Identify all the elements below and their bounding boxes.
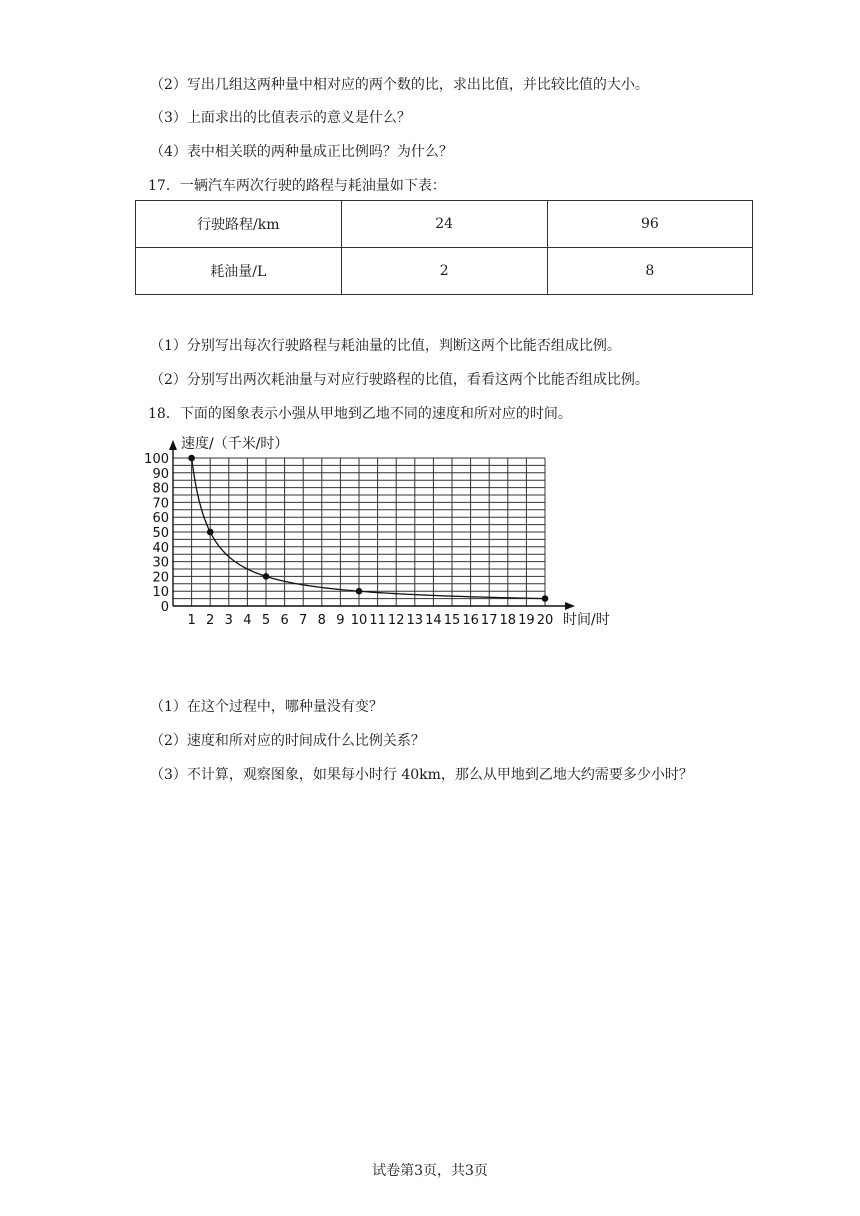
data-point <box>542 595 549 602</box>
x-tick-label: 19 <box>518 613 535 628</box>
x-tick-label: 15 <box>443 613 461 628</box>
x-tick-label: 5 <box>261 613 271 628</box>
table-cell: 96 <box>547 201 752 248</box>
x-tick-label: 1 <box>187 613 196 628</box>
y-tick-label: 0 <box>160 600 169 615</box>
x-tick-label: 17 <box>480 613 498 628</box>
q16-part2: （2）写出几组这两种量中相对应的两个数的比，求出比值，并比较比值的大小。 <box>150 77 649 93</box>
q16-part3: （3）上面求出的比值表示的意义是什么？ <box>150 110 411 126</box>
y-tick-label: 20 <box>152 570 169 586</box>
q17-part1: （1）分别写出每次行驶路程与耗油量的比值，判断这两个比能否组成比例。 <box>150 338 621 354</box>
x-tick-label: 16 <box>462 613 479 628</box>
q18-part2: （2）速度和所对应的时间成什么比例关系？ <box>150 733 425 749</box>
x-tick-label: 3 <box>224 613 233 628</box>
x-axis-arrow <box>565 602 575 610</box>
y-tick-label: 30 <box>152 555 169 571</box>
x-tick-label: 7 <box>299 613 308 628</box>
y-tick-label: 40 <box>152 540 169 556</box>
x-tick-label: 18 <box>499 613 517 628</box>
x-tick-label: 8 <box>317 613 326 628</box>
table-row <box>136 248 753 295</box>
x-axis-label: 时间/时 <box>563 612 610 628</box>
y-tick-label: 60 <box>152 511 169 527</box>
page-footer: 试卷第3页，共3页 <box>372 1163 488 1179</box>
y-axis-label: 速度/（千米/时） <box>181 436 289 452</box>
q18-part3: （3）不计算，观察图象，如果每小时行 40km，那么从甲地到乙地大约需要多少小时？ <box>150 767 693 783</box>
series-line <box>192 458 545 599</box>
x-tick-label: 14 <box>425 613 442 628</box>
x-tick-label: 2 <box>206 613 215 628</box>
x-tick-label: 6 <box>280 613 289 628</box>
x-tick-label: 11 <box>369 613 386 628</box>
data-point <box>188 455 195 462</box>
table-cell: 2 <box>341 248 547 295</box>
y-tick-label: 80 <box>152 481 169 497</box>
y-tick-label: 100 <box>144 452 169 467</box>
x-tick-label: 20 <box>536 613 554 628</box>
y-axis-arrow <box>169 440 177 450</box>
q17-part2: （2）分别写出两次耗油量与对应行驶路程的比值，看看这两个比能否组成比例。 <box>150 372 649 388</box>
x-tick-label: 9 <box>336 613 345 628</box>
x-tick-label: 13 <box>406 613 424 628</box>
y-tick-label: 90 <box>152 466 169 482</box>
x-tick-label: 12 <box>387 613 405 628</box>
y-tick-label: 50 <box>152 526 169 541</box>
fuel-table <box>135 200 753 295</box>
q17-title: 17．一辆汽车两次行驶的路程与耗油量如下表： <box>148 178 446 194</box>
q18-title: 18．下面的图象表示小强从甲地到乙地不同的速度和所对应的时间。 <box>148 406 572 422</box>
x-tick-label: 4 <box>243 613 252 628</box>
table-cell: 8 <box>547 248 752 295</box>
y-tick-label: 70 <box>152 496 169 512</box>
y-tick-label: 10 <box>152 585 169 601</box>
x-tick-label: 10 <box>350 613 368 628</box>
table-row <box>136 201 753 248</box>
table-cell: 24 <box>341 201 547 248</box>
q16-part4: （4）表中相关联的两种量成正比例吗？为什么？ <box>150 144 453 160</box>
data-point <box>356 588 363 595</box>
table-cell: 行驶路程/km <box>136 201 342 248</box>
data-point <box>263 573 270 580</box>
speed-time-chart <box>140 432 640 650</box>
table-cell: 耗油量/L <box>136 248 342 295</box>
q18-part1: （1）在这个过程中，哪种量没有变？ <box>150 699 383 715</box>
data-point <box>207 529 214 536</box>
